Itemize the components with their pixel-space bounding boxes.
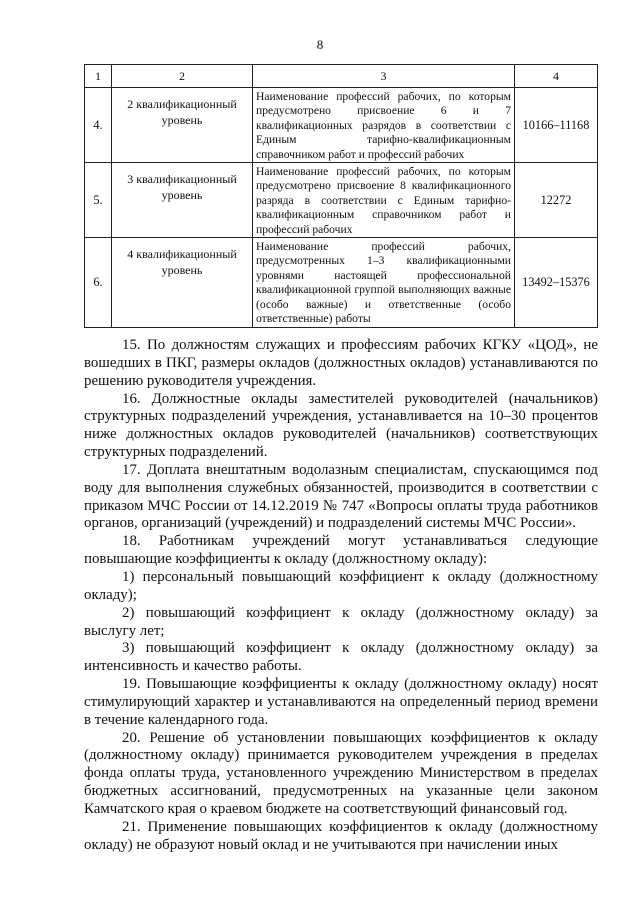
paragraph-18: 18. Работникам учреждений могут устанавливаться следующие повышающие коэффициенты к окладу (должностному окладу): — [84, 533, 598, 568]
row-number: 5. — [85, 163, 112, 238]
header-cell-4: 4 — [515, 65, 598, 88]
header-cell-2: 2 — [112, 65, 253, 88]
paragraph-18-item-2: 2) повышающий коэффициент к окладу (должностному окладу) за выслугу лет; — [84, 604, 598, 639]
qualification-level: 2 квалификационный уровень — [112, 88, 253, 163]
table-row — [85, 163, 598, 238]
profession-description: Наименование профессий рабочих, предусмотренных 1–3 квалификационными уровнями настоящей профессиональной квалификационной группой выполняющих важные (особо важные) и ответственные (особо ответственные) работы — [253, 238, 515, 327]
row-number: 6. — [85, 238, 112, 327]
table-header-row — [85, 65, 598, 88]
paragraph-16: 16. Должностные оклады заместителей руководителей (начальников) структурных подразделений учреждения, устанавливается на 10–30 процентов ниже должностных окладов руководителей (начальников) соответствующих структурных подразделений. — [84, 390, 598, 461]
paragraph-15: 15. По должностям служащих и профессиям рабочих КГКУ «ЦОД», не вошедших в ПКГ, размеры окладов (должностных окладов) устанавливаются по решению руководителя учреждения. — [84, 337, 598, 389]
paragraph-21: 21. Применение повышающих коэффициентов к окладу (должностному окладу) не образуют новый оклад и не учитываются при начислении иных — [84, 818, 598, 853]
qualification-level: 3 квалификационный уровень — [112, 163, 253, 238]
paragraph-18-item-1: 1) персональный повышающий коэффициент к окладу (должностному окладу); — [84, 568, 598, 603]
paragraph-17: 17. Доплата внештатным водолазным специалистам, спускающимся под воду для выполнения служебных обязанностей, производится в соответствии с приказом МЧС России от 14.12.2019 № 747 «Вопросы оплаты труда работников органов, организаций (учреждений) и подразделений системы МЧС России». — [84, 461, 598, 532]
paragraph-19: 19. Повышающие коэффициенты к окладу (должностному окладу) носят стимулирующий характер и устанавливаются на определенный период времени в течение календарного года. — [84, 676, 598, 728]
header-cell-3: 3 — [253, 65, 515, 88]
row-number: 4. — [85, 88, 112, 163]
qualification-table — [84, 64, 598, 328]
profession-description: Наименование профессий рабочих, по которым предусмотрено присвоение 6 и 7 квалификационных разрядов в соответствии с Единым тарифно-квалификационным справочником работ и профессий рабочих — [253, 88, 515, 163]
table-row — [85, 88, 598, 163]
page-number: 8 — [316, 37, 324, 52]
document-body — [84, 337, 598, 854]
paragraph-20: 20. Решение об установлении повышающих коэффициентов к окладу (должностному окладу) принимается руководителем учреждения в пределах фонда оплаты труда, установленного учреждению Министерством в пределах бюджетных ассигнований, предусмотренных на указанные цели законом Камчатского края о краевом бюджете на соответствующий финансовый год. — [84, 729, 598, 817]
table-row — [85, 238, 598, 327]
salary-range: 12272 — [515, 163, 598, 238]
header-cell-1: 1 — [85, 65, 112, 88]
profession-description: Наименование профессий рабочих, по которым предусмотрено присвоение 8 квалификационного разряда в соответствии с Единым тарифно-квалификационным справочником работ и профессий рабочих — [253, 163, 515, 238]
qualification-level: 4 квалификационный уровень — [112, 238, 253, 327]
paragraph-18-item-3: 3) повышающий коэффициент к окладу (должностному окладу) за интенсивность и качество работы. — [84, 640, 598, 675]
salary-range: 13492–15376 — [515, 238, 598, 327]
salary-range: 10166–11168 — [515, 88, 598, 163]
